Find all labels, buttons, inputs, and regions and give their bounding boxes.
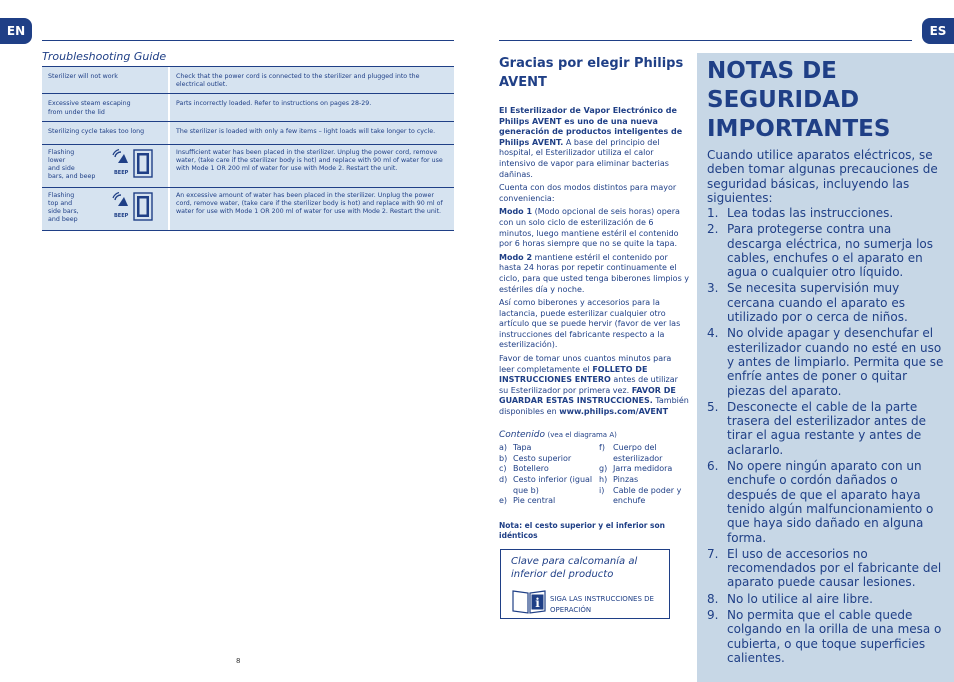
intro-heading: Gracias por elegir Philips AVENT — [499, 56, 684, 90]
baskets-note: Nota: el cesto superior y el inferior son idénticos — [499, 520, 666, 540]
troubleshooting-row — [42, 67, 454, 94]
safety-item: 7. El uso de accesorios no recomendados por el fabricante del aparato puede causar lesiones. — [707, 546, 942, 590]
page-number-left: 8 — [236, 657, 241, 665]
website-link[interactable]: www.philips.com/AVENT — [559, 407, 669, 417]
decal-title: Clave para calcomanía al inferior del producto — [511, 556, 638, 580]
problem-line: and beep — [48, 216, 78, 224]
other-items-paragraph: Así como biberones y accesorios para la lactancia, puede esterilizar cualquier otro artículo que se puede hervir (favor de ver las instrucciones del fabricante respecto a la esterilización). — [499, 298, 681, 350]
mode-2-paragraph: Modo 2 mantiene estéril el contenido por hasta 24 horas por repetir continuamente el ciclo, para que usted tenga biberones limpios y estériles día y noche. — [499, 252, 690, 294]
contents-item: i) Cable de poder y enchufe — [599, 485, 682, 506]
svg-text:i: i — [535, 596, 540, 610]
lang-tab-es: ES — [922, 18, 954, 44]
intro-paragraph: El Esterilizador de Vapor Electrónico de Philips AVENT es uno de una nueva generación de productos inteligentes de Philips AVENT. A base del principio del hospital, el Esterilizador utiliza el calor intensivo de vapor para eliminar bacterias dañinas. — [499, 106, 683, 179]
decal-key-box — [500, 549, 670, 619]
problem-line: Flashing — [48, 148, 75, 156]
problem-line: bars, and beep — [48, 173, 96, 181]
troubleshooting-row — [42, 122, 454, 145]
contents-item: f) Cuerpo del esterilizador — [599, 443, 663, 463]
mode-1-paragraph: Modo 1 (Modo opcional de seis horas) opera con un solo ciclo de esterilización de 6 minutos, luego mantiene estéril el contenido por 6 horas siempre que no se quite la tapa. — [499, 207, 680, 249]
top-rule-right — [499, 40, 912, 41]
solution-cell: The sterilizer is loaded with only a few items – light loads will take longer to cycle. — [170, 122, 454, 144]
contents-section — [499, 430, 689, 507]
solution-cell: Insufficient water has been placed in the sterilizer. Unplug the power cord, remove water, (take care if the sterilizer body is hot) and replace with 90 ml of water for use with Mode 1 OR 200 ml of water for use with Mode 2. Restart the unit. — [170, 145, 454, 187]
safety-title: NOTAS DE SEGURIDAD IMPORTANTES — [707, 58, 891, 142]
contents-item: d) Cesto inferior (igual que b) — [499, 475, 593, 495]
instructions-book-icon — [512, 588, 546, 614]
solution-cell: Check that the power cord is connected to the sterilizer and plugged into the electrical outlet. — [170, 67, 454, 93]
troubleshooting-title: Troubleshooting Guide — [42, 50, 167, 63]
safety-item: 3. Se necesita supervisión muy cercana cuando el aparato es utilizado por o cerca de niños. — [707, 281, 908, 325]
contents-list-right — [599, 443, 689, 507]
contents-item: c) Botellero — [499, 464, 549, 474]
contents-item: g) Jarra medidora — [599, 464, 673, 474]
contents-item: h) Pinzas — [599, 475, 639, 484]
contents-item: a) Tapa — [499, 443, 532, 453]
solution-cell: Parts incorrectly loaded. Refer to instructions on pages 28-29. — [170, 94, 454, 120]
beep-indicator-icon — [112, 149, 158, 179]
contents-item: e) Pie central — [499, 496, 556, 506]
problem-cell — [42, 145, 168, 187]
problem-line: Excessive steam escaping — [48, 100, 131, 108]
contents-list-left — [499, 443, 599, 507]
safety-panel — [697, 53, 954, 682]
problem-cell — [42, 94, 168, 120]
problem-cell — [42, 122, 168, 144]
troubleshooting-row — [42, 145, 454, 188]
contents-title: Contenido — [499, 429, 545, 440]
read-instructions-paragraph: Favor de tomar unos cuantos minutos para leer completamente el FOLLETO DE INSTRUCCIONES ENTERO antes de utilizar su Esterilizador por primera vez. FAVOR DE GUARDAR ESTAS INSTRUCCIONES. También disponibles en www.philips.com/AVENT — [499, 354, 689, 417]
problem-line: Flashing — [48, 191, 75, 199]
troubleshooting-table — [42, 66, 454, 231]
safety-item: 5. Desconecte el cable de la parte trasera del esterilizador antes de tirar el agua restante y antes de aclararlo. — [707, 399, 927, 457]
modes-intro: Cuenta con dos modos distintos para mayor conveniencia: — [499, 183, 677, 203]
problem-cell — [42, 188, 168, 230]
problem-line: Sterilizer will not work — [48, 73, 118, 80]
problem-line: Sterilizing cycle takes too long — [48, 127, 145, 135]
lang-tab-en: EN — [0, 18, 32, 44]
safety-item: 1. Lea todas las instrucciones. — [707, 206, 894, 220]
safety-list — [707, 206, 947, 667]
beep-label: BEEP — [114, 212, 129, 219]
beep-indicator-icon — [112, 192, 158, 222]
decal-text: SIGA LAS INSTRUCCIONES DE OPERACIÓN — [550, 595, 654, 614]
contents-item: b) Cesto superior — [499, 453, 572, 463]
safety-item: 2. Para protegerse contra una descarga eléctrica, no sumerja los cables, enchufes o el aparato en agua o cualquier otro líquido. — [707, 222, 934, 280]
troubleshooting-row — [42, 94, 454, 121]
troubleshooting-row — [42, 188, 454, 231]
contents-note: (vea el diagrama A) — [547, 430, 617, 439]
problem-line: lower — [48, 157, 66, 165]
problem-line: from under the lid — [48, 108, 105, 116]
safety-intro: Cuando utilice aparatos eléctricos, se deben tomar algunas precauciones de seguridad básicas, incluyendo las siguientes: — [707, 148, 938, 205]
safety-item: 6. No opere ningún aparato con un enchufe o cordón dañados o después de que el aparato haya tenido algún malfuncionamiento o que haya sido dañado en alguna forma. — [707, 459, 934, 545]
safety-item: 9. No permita que el cable quede colgando en la orilla de una mesa o cubierta, o que toque superficies calientes. — [707, 608, 942, 665]
problem-cell — [42, 67, 168, 93]
solution-cell: An excessive amount of water has been placed in the sterilizer. Unplug the power cord, remove water, (take care if the sterilizer body is hot) and replace with 90 ml of water for use with Mode 1 OR 200 ml of water for use with Mode 2. Restart the unit. — [170, 188, 454, 230]
safety-item: 8. No lo utilice al aire libre. — [707, 591, 873, 606]
intro-column — [499, 54, 689, 544]
problem-line: side bars, — [48, 208, 79, 216]
problem-line: and side — [48, 165, 75, 173]
beep-label: BEEP — [114, 169, 129, 176]
safety-item: 4. No olvide apagar y desenchufar el esterilizador cuando no esté en uso y antes de limpiarlo. Permita que se enfríe antes de poner o quitar piezas del aparato. — [707, 326, 944, 398]
top-rule-left — [42, 40, 454, 41]
problem-line: top and — [48, 200, 73, 208]
